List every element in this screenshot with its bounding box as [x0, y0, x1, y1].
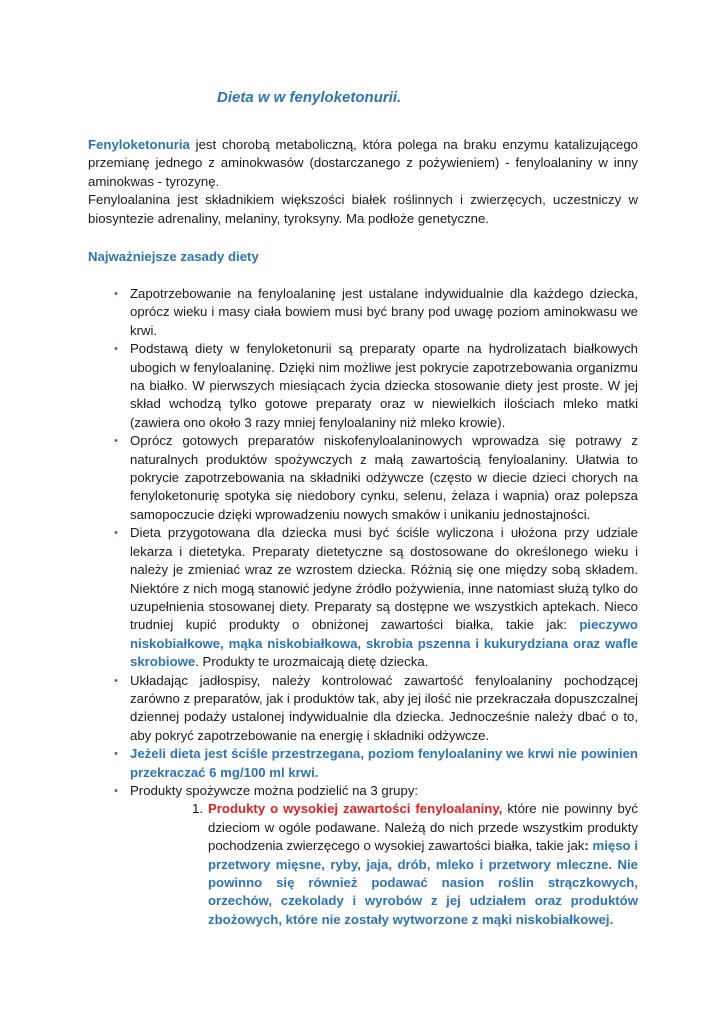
bullet-icon: • [114, 527, 118, 540]
bullet-text: Produkty spożywcze można podzielić na 3 grupy: [130, 782, 419, 798]
product-groups-list [130, 800, 638, 929]
bullet-text: Dieta przygotowana dla dziecka musi być ściśle wyliczona i ułożona przy udziale lekarza i dietetyka. Preparaty dietetyczne są dostosowane do określonego wieku i należy je zmieniać wraz ze wzrostem dziecka. Różnią się one między sobą składem. Niektóre z nich mogą stanowić jedyne źródło pożywienia, inne natomiast służą tylko do uzupełnienia stosowanej diety. Preparaty są dostępne we wszystkich aptekach. Nieco trudniej kupić produkty o obniżonej zawartości białka, takie jak: [130, 525, 638, 633]
bullet-text: Podstawą diety w fenyloketonurii są preparaty oparte na hydrolizatach białkowych ubogich w fenyloalaninę. Dzięki nim możliwe jest pokrycie zapotrzebowania organizmu na białko. W pierwszych miesiącach życia dziecka stosowanie diety jest proste. W jej skład wchodzą tylko gotowe preparaty oraz w niewielkich ilościach mleko matki (zawiera ono około 3 razy mniej fenyloalaniny niż mleko krowie). [130, 341, 638, 430]
numbered-item [192, 800, 638, 929]
list-item [114, 672, 638, 746]
intro-p1 [88, 136, 638, 191]
bullet-icon: • [114, 435, 118, 448]
bullet-icon: • [114, 674, 118, 687]
bullet-text: Układając jadłospisy, należy kontrolować zawartość fenyloalaniny pochodzącej zarówno z preparatów, jak i produktów tak, aby jej ilość nie przekraczała dopuszczalnej dziennej podaży ustalonej indywidualnie dla dziecka. Jednocześnie należy dbać o to, aby pokryć zapotrzebowanie na energię i składniki odżywcze. [130, 672, 638, 743]
intro-p1-text: jest chorobą metaboliczną, która polega na braku enzymu katalizującego przemianę jednego z aminokwasów (dostarczanego z pożywieniem) - fenyloalaniny w inny aminokwas - tyrozynę. [88, 137, 638, 189]
bullet-text-end: . Produkty te urozmaicają dietę dziecka. [195, 654, 429, 670]
list-item [114, 432, 638, 524]
group-colon: : [584, 838, 593, 854]
list-item [114, 524, 638, 671]
bullet-icon: • [114, 288, 118, 300]
section-heading: Najważniejsze zasady diety [88, 249, 259, 264]
bullet-icon: • [114, 343, 118, 356]
diet-rules-list [114, 285, 638, 929]
list-item [114, 782, 638, 929]
list-item [114, 745, 638, 782]
list-item [114, 285, 638, 340]
highlighted-products: pieczywo niskobiałkowe, mąka niskobiałkowa, skrobia pszenna i kukurydziana oraz wafle skrobiowe [130, 617, 638, 670]
bullet-text: Oprócz gotowych preparatów niskofenyloalaninowych wprowadza się potrawy z naturalnych produktów spożywczych z małą zawartością fenyloalaniny. Ułatwia to pokrycie zapotrzebowania na składniki odżywcze (często w diecie dzieci chorych na fenyloketonurię spotyka się niedobory cynku, selenu, żelaza i wapnia) oraz polepsza samopoczucie dzięki wprowadzeniu nowych smaków i unikaniu jednostajności. [130, 433, 638, 522]
high-phe-label: Produkty o wysokiej zawartości fenyloalaniny, [208, 801, 503, 817]
item-number: 1. [192, 801, 203, 817]
bullet-icon: • [114, 784, 118, 797]
intro-paragraph [88, 136, 638, 228]
intro-p2: Fenyloalanina jest składnikiem większości białek roślinnych i zwierzęcych, uczestniczy w biosyntezie adrenaliny, melaniny, tyroksyny. Ma podłoże genetyczne. [88, 192, 638, 226]
highlighted-rule: Jeżeli dieta jest ściśle przestrzegana, poziom fenyloalaniny we krwi nie powinien przekraczać 6 mg/100 ml krwi. [130, 746, 638, 780]
group-text: które nie powinny być dzieciom w ogóle podawane. Należą do nich przede wszystkim produkty pochodzenia zwierzęcego o wysokiej zawartości białka, takie jak [208, 801, 638, 854]
forbidden-products: mięso i przetwory mięsne, ryby, jaja, drób, mleko i przetwory mleczne. Nie powinno się również podawać nasion roślin strączkowych, orzechów, czekolady i wyrobów z jej udziałem oraz produktów zbożowych, które nie zostały wytworzone z mąki niskobiałkowej. [208, 838, 638, 927]
bullet-icon: • [114, 748, 118, 761]
document-title: Dieta w w fenyloketonurii. [217, 89, 402, 106]
list-item [114, 340, 638, 432]
bullet-text: Zapotrzebowanie na fenyloalaninę jest ustalane indywidualnie dla każdego dziecka, oprócz wieku i masy ciała bowiem musi być brany pod uwagę poziom aminokwasu we krwi. [130, 286, 638, 338]
intro-term: Fenyloketonuria [88, 137, 190, 152]
